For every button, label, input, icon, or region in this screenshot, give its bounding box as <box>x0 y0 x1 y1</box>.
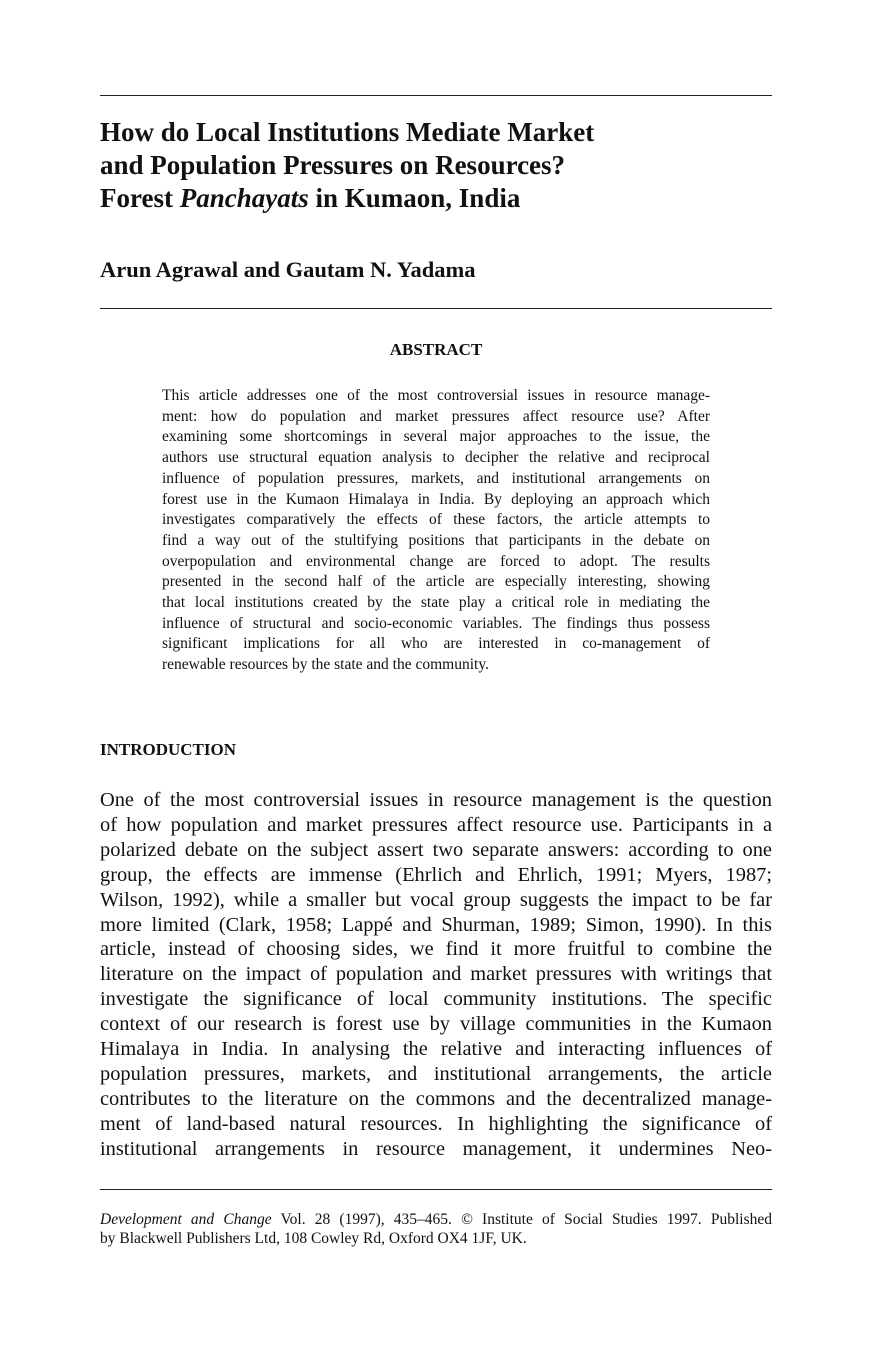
abstract-line: examining some shortcomings in several major approaches to the issue, the <box>162 428 710 446</box>
title-line-3-italic: Panchayats <box>179 183 309 213</box>
body-line: Himalaya in India. In analysing the relative and interacting influences of <box>100 1038 772 1061</box>
title-line-2: and Population Pressures on Resources? <box>100 150 566 180</box>
introduction-body <box>100 788 772 1162</box>
body-line: polarized debate on the subject assert two separate answers: according to one <box>100 838 772 861</box>
body-line: more limited (Clark, 1958; Lappé and Shurman, 1989; Simon, 1990). In this <box>100 913 772 936</box>
abstract-line: renewable resources by the state and the community. <box>162 656 489 674</box>
body-line: institutional arrangements in resource management, it undermines Neo- <box>100 1137 772 1160</box>
header-rule <box>100 308 772 309</box>
authors: Arun Agrawal and Gautam N. Yadama <box>100 257 476 282</box>
footnote <box>100 1210 772 1248</box>
footnote-rule <box>100 1189 772 1190</box>
abstract-line: influence of population pressures, markets, and institutional arrangements on <box>162 469 710 487</box>
journal-name: Development and Change <box>100 1211 272 1228</box>
abstract-line: significant implications for all who are interested in co-management of <box>162 635 710 653</box>
title-line-3-suffix: in Kumaon, India <box>308 183 521 213</box>
body-line: article, instead of choosing sides, we find it more fruitful to combine the <box>100 938 772 961</box>
footnote-citation: Vol. 28 (1997), 435–465. © Institute of Social Studies 1997. Published <box>271 1211 772 1228</box>
abstract-line: that local institutions created by the state play a critical role in mediating the <box>162 594 710 612</box>
abstract-line: forest use in the Kumaon Himalaya in India. By deploying an approach which <box>162 490 710 508</box>
title-line-3 <box>100 182 772 215</box>
abstract-body <box>162 386 710 676</box>
footnote-line-1 <box>100 1210 772 1229</box>
body-line: of how population and market pressures affect resource use. Participants in a <box>100 813 772 836</box>
title-line-1: How do Local Institutions Mediate Market <box>100 117 595 147</box>
abstract-line: find a way out of the stultifying positions that participants in the debate on <box>162 531 710 549</box>
body-line: One of the most controversial issues in resource management is the question <box>100 789 772 811</box>
introduction-heading: INTRODUCTION <box>100 740 237 759</box>
body-line: investigate the significance of local community institutions. The specific <box>100 988 772 1011</box>
body-line: contributes to the literature on the commons and the decentralized manage- <box>100 1087 772 1110</box>
abstract-line: ment: how do population and market pressures affect resource use? After <box>162 407 710 425</box>
body-line: ment of land-based natural resources. In highlighting the significance of <box>100 1112 772 1135</box>
abstract-line: presented in the second half of the article are especially interesting, showing <box>162 573 710 591</box>
top-rule <box>100 95 772 96</box>
title-line-3-prefix: Forest <box>100 183 180 213</box>
body-line: group, the effects are immense (Ehrlich and Ehrlich, 1991; Myers, 1987; <box>100 863 772 886</box>
abstract-heading: ABSTRACT <box>389 340 483 359</box>
body-line: context of our research is forest use by village communities in the Kumaon <box>100 1013 772 1036</box>
body-line: literature on the impact of population and market pressures with writings that <box>100 963 772 986</box>
abstract-line: overpopulation and environmental change are forced to adopt. The results <box>162 552 710 570</box>
abstract-line: This article addresses one of the most controversial issues in resource manage- <box>162 387 710 404</box>
abstract-line: authors use structural equation analysis to decipher the relative and reciprocal <box>162 449 710 467</box>
abstract-line: investigates comparatively the effects of these factors, the article attempts to <box>162 511 710 529</box>
abstract-line: influence of structural and socio-economic variables. The findings thus possess <box>162 614 710 632</box>
article-title <box>100 116 772 215</box>
footnote-line-2: by Blackwell Publishers Ltd, 108 Cowley Rd, Oxford OX4 1JF, UK. <box>100 1230 527 1247</box>
body-line: population pressures, markets, and institutional arrangements, the article <box>100 1062 772 1085</box>
body-line: Wilson, 1992), while a smaller but vocal group suggests the impact to be far <box>100 888 772 911</box>
